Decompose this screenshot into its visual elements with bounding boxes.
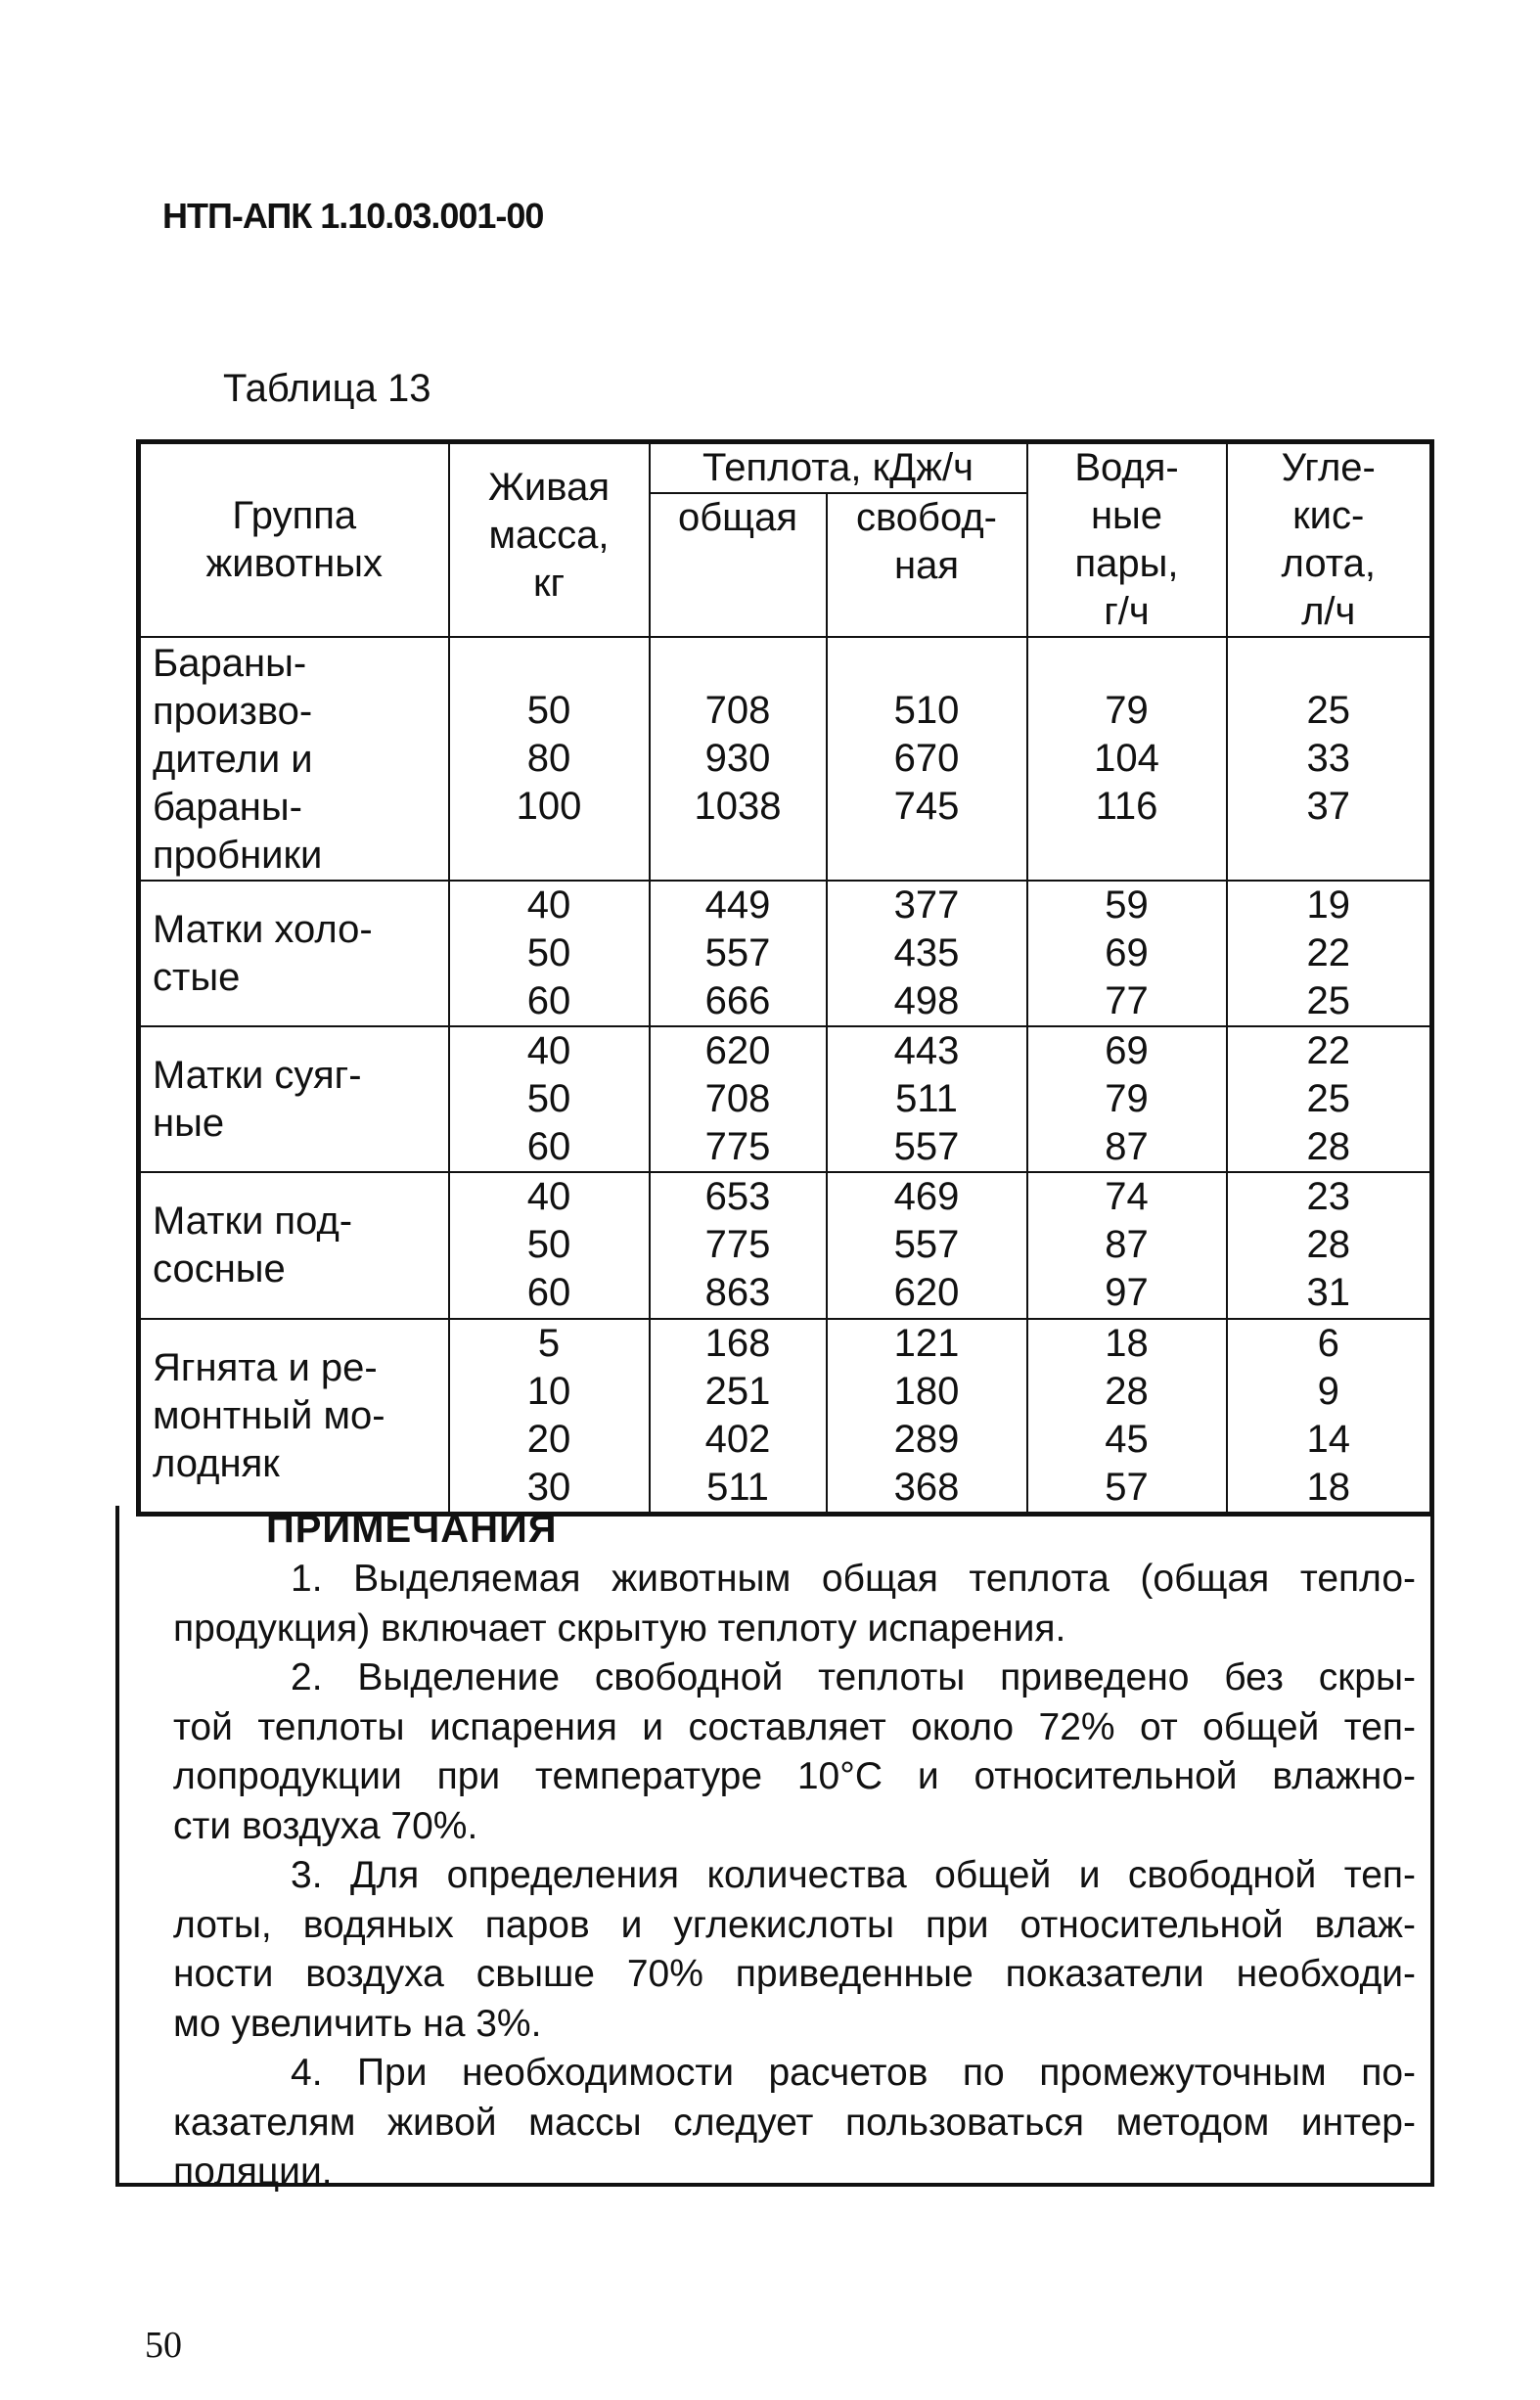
cell-line: 25 <box>1306 1077 1350 1120</box>
cell-line: 168 <box>704 1322 771 1365</box>
cell-line: 620 <box>704 1029 771 1072</box>
cell-line: 116 <box>1095 785 1158 828</box>
header-heat: Теплота, кДж/ч <box>650 442 1027 494</box>
cell-line: 40 <box>526 1175 571 1218</box>
value-free <box>827 1026 1027 1172</box>
cell-line: 1038 <box>694 785 782 828</box>
cell-line: 180 <box>893 1370 960 1413</box>
cell-line: 930 <box>704 737 771 780</box>
table-caption: Таблица 13 <box>223 367 431 410</box>
cell-line: 60 <box>526 1125 571 1168</box>
cell-line: монтный мо- <box>153 1393 385 1437</box>
value-mass <box>449 1319 650 1515</box>
table-row <box>139 1026 1432 1172</box>
value-free <box>827 1319 1027 1515</box>
note-line: лопродукции при температуре 10°С и относительной влажно- <box>173 1755 1416 1797</box>
value-total <box>650 1319 827 1515</box>
cell-line: 87 <box>1105 1223 1149 1266</box>
cell-line: 14 <box>1306 1418 1350 1461</box>
cell-line: 368 <box>893 1466 960 1509</box>
note-line: ности воздуха свыше 70% приведенные показатели необходи- <box>173 1953 1416 1995</box>
value-vapor <box>1027 881 1227 1026</box>
cell-line: 670 <box>893 737 960 780</box>
group-name <box>139 1026 449 1172</box>
table-row <box>139 637 1432 881</box>
note-line: 1. Выделяемая животным общая теплота (общая тепло- <box>291 1558 1416 1600</box>
cell-line: 402 <box>704 1418 771 1461</box>
cell-line: 79 <box>1105 689 1149 732</box>
cell-line: пробники <box>153 834 323 877</box>
cell-line: л/ч <box>1301 590 1356 633</box>
header-group <box>139 442 449 638</box>
cell-line: 25 <box>1306 689 1350 732</box>
cell-line: 557 <box>893 1125 960 1168</box>
header-co2 <box>1227 442 1432 638</box>
cell-line: 289 <box>893 1418 960 1461</box>
cell-line: 45 <box>1105 1418 1149 1461</box>
group-name <box>139 881 449 1026</box>
cell-line: дители и <box>153 738 313 781</box>
note-line: мо увеличить на 3%. <box>173 2002 542 2045</box>
cell-line: животных <box>205 542 383 585</box>
cell-line: кг <box>532 562 566 605</box>
cell-line: 25 <box>1306 979 1350 1022</box>
cell-line: 18 <box>1306 1466 1350 1509</box>
cell-line: 33 <box>1306 737 1350 780</box>
value-co2 <box>1227 1172 1432 1319</box>
cell-line: 69 <box>1105 1029 1149 1072</box>
cell-line: 50 <box>526 689 571 732</box>
note-line: сти воздуха 70%. <box>173 1804 478 1847</box>
cell-line: ная <box>894 544 959 587</box>
cell-line: 775 <box>704 1223 771 1266</box>
cell-line: 80 <box>526 737 571 780</box>
note-line: той теплоты испарения и составляет около 72% от общей теп- <box>173 1705 1416 1748</box>
cell-line: Матки холо- <box>153 907 373 951</box>
table-row <box>139 1319 1432 1515</box>
value-vapor <box>1027 1026 1227 1172</box>
cell-line: 775 <box>704 1125 771 1168</box>
cell-line: Водя- <box>1074 446 1179 489</box>
table-row <box>139 881 1432 1026</box>
value-total <box>650 1026 827 1172</box>
cell-line: 435 <box>893 931 960 974</box>
cell-line: 40 <box>526 1029 571 1072</box>
value-total <box>650 881 827 1026</box>
header-heat-total: общая <box>650 493 827 637</box>
cell-line: 104 <box>1094 737 1159 780</box>
cell-line: 511 <box>895 1077 958 1120</box>
cell-line: 121 <box>893 1322 960 1365</box>
note-line: 2. Выделение свободной теплоты приведено без скры- <box>291 1656 1416 1698</box>
table-row <box>139 1172 1432 1319</box>
cell-line: 31 <box>1306 1271 1350 1314</box>
note-line: 4. При необходимости расчетов по промежуточным по- <box>291 2052 1416 2094</box>
cell-line: 469 <box>893 1175 960 1218</box>
cell-line: 22 <box>1306 931 1350 974</box>
cell-line: 498 <box>893 979 960 1022</box>
cell-line: 377 <box>893 883 960 927</box>
cell-line: Угле- <box>1281 446 1376 489</box>
header-vapor <box>1027 442 1227 638</box>
cell-line: 20 <box>526 1418 571 1461</box>
cell-line: 653 <box>704 1175 771 1218</box>
cell-line: 251 <box>704 1370 771 1413</box>
value-vapor <box>1027 1172 1227 1319</box>
cell-line: сосные <box>153 1247 286 1291</box>
note-line: 3. Для определения количества общей и свободной теп- <box>291 1854 1416 1896</box>
cell-line: лодняк <box>153 1441 280 1485</box>
cell-line: Ягнята и ре- <box>153 1345 378 1389</box>
cell-line: 449 <box>704 883 771 927</box>
cell-line: 60 <box>526 1271 571 1314</box>
cell-line: 57 <box>1105 1466 1149 1509</box>
cell-line: 50 <box>526 1077 571 1120</box>
cell-line: 708 <box>704 1077 771 1120</box>
value-co2 <box>1227 1319 1432 1515</box>
cell-line: 745 <box>893 785 960 828</box>
cell-line: 557 <box>704 931 771 974</box>
value-total <box>650 637 827 881</box>
cell-line: 74 <box>1105 1175 1149 1218</box>
notes-title: ПРИМЕЧАНИЯ <box>266 1508 558 1551</box>
cell-line: 510 <box>893 689 960 732</box>
cell-line: 77 <box>1105 979 1149 1022</box>
cell-line: 19 <box>1306 883 1350 927</box>
value-total <box>650 1172 827 1319</box>
header-row <box>139 442 1432 494</box>
value-mass <box>449 881 650 1026</box>
group-name <box>139 1172 449 1319</box>
header-mass <box>449 442 650 638</box>
cell-line: Матки под- <box>153 1200 353 1243</box>
cell-line: г/ч <box>1104 590 1150 633</box>
value-free <box>827 881 1027 1026</box>
cell-line: 23 <box>1306 1175 1350 1218</box>
cell-line: 37 <box>1306 785 1350 828</box>
group-name <box>139 1319 449 1515</box>
cell-line: 10 <box>526 1370 571 1413</box>
group-name <box>139 637 449 881</box>
page-number: 50 <box>145 2325 182 2366</box>
cell-line: Матки суяг- <box>153 1053 362 1097</box>
cell-line: 9 <box>1317 1370 1339 1413</box>
cell-line: свобод- <box>856 496 997 539</box>
cell-line: 620 <box>893 1271 960 1314</box>
cell-line: 708 <box>704 689 771 732</box>
value-co2 <box>1227 1026 1432 1172</box>
value-mass <box>449 637 650 881</box>
cell-line: 60 <box>526 979 571 1022</box>
note-line: лоты, водяных паров и углекислоты при относительной влаж- <box>173 1903 1416 1946</box>
cell-line: 443 <box>893 1029 960 1072</box>
cell-line: 6 <box>1317 1322 1339 1365</box>
cell-line: стые <box>153 955 241 999</box>
document-header: НТП-АПК 1.10.03.001-00 <box>162 196 544 236</box>
cell-line: 50 <box>526 931 571 974</box>
value-vapor <box>1027 1319 1227 1515</box>
notes-body <box>173 1555 1416 2197</box>
data-table <box>136 439 1434 1517</box>
cell-line: 50 <box>526 1223 571 1266</box>
cell-line: 28 <box>1306 1223 1350 1266</box>
cell-line: Живая <box>488 466 610 509</box>
cell-line: 100 <box>516 785 582 828</box>
header-heat-free <box>827 493 1027 637</box>
note-line: поляции. <box>173 2151 333 2193</box>
cell-line: кис- <box>1292 494 1365 537</box>
note-line: продукция) включает скрытую теплоту испарения. <box>173 1607 1066 1650</box>
cell-line: пары, <box>1074 542 1179 585</box>
value-free <box>827 637 1027 881</box>
notes-section <box>115 1506 1434 2193</box>
cell-line: 666 <box>704 979 771 1022</box>
cell-line: ные <box>1090 494 1163 537</box>
cell-line: 5 <box>537 1322 561 1365</box>
cell-line: 28 <box>1306 1125 1350 1168</box>
cell-line: 69 <box>1105 931 1149 974</box>
value-co2 <box>1227 637 1432 881</box>
cell-line: лота, <box>1281 542 1376 585</box>
cell-line: 40 <box>526 883 571 927</box>
cell-line: 18 <box>1105 1322 1149 1365</box>
cell-line: масса, <box>488 514 610 557</box>
cell-line: 22 <box>1306 1029 1350 1072</box>
cell-line: 87 <box>1105 1125 1149 1168</box>
value-vapor <box>1027 637 1227 881</box>
value-co2 <box>1227 881 1432 1026</box>
cell-line: Группа <box>232 494 357 537</box>
value-mass <box>449 1026 650 1172</box>
cell-line: 863 <box>704 1271 771 1314</box>
cell-line: бараны- <box>153 786 302 829</box>
value-free <box>827 1172 1027 1319</box>
cell-line: 557 <box>893 1223 960 1266</box>
cell-line: 511 <box>706 1466 769 1509</box>
note-line: казателям живой массы следует пользоваться методом интер- <box>173 2101 1416 2144</box>
cell-line: произво- <box>153 690 313 733</box>
cell-line: Бараны- <box>153 642 307 685</box>
cell-line: 59 <box>1105 883 1149 927</box>
cell-line: 28 <box>1105 1370 1149 1413</box>
cell-line: 97 <box>1105 1271 1149 1314</box>
cell-line: ные <box>153 1101 225 1145</box>
cell-line: 30 <box>526 1466 571 1509</box>
cell-line: 79 <box>1105 1077 1149 1120</box>
value-mass <box>449 1172 650 1319</box>
